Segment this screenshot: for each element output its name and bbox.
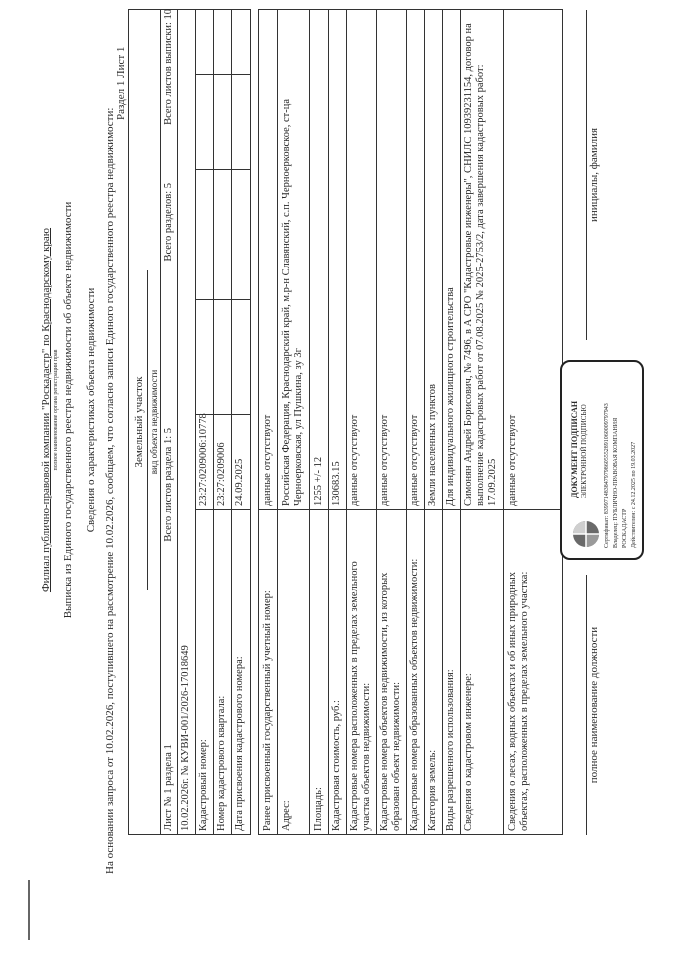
sheets-section: Всего листов раздела 1: 5 (163, 428, 174, 542)
natural-objects-label-1: Сведения о лесах, водных объектах и об иных природных (507, 571, 518, 831)
source-objects-label-1: Кадастровые номера объектов недвижимости, из которых (379, 572, 390, 831)
electronic-signature-stamp (560, 360, 644, 560)
natural-objects-value: данные отсутствуют (507, 414, 518, 506)
sheet-label: Лист № 1 раздела 1 (163, 744, 174, 831)
engineer-value-line2: выполнение кадастровых работ от 07.08.2025 № 2025-2753/2, дата завершения кадастровых работ: (475, 64, 486, 506)
address-value-line1: Российская Федерация, Краснодарский край, м.р-н Славянский, с.п. Черноерковское, ст-ца (281, 98, 292, 506)
permitted-use-label: Виды разрешенного использования: (445, 669, 456, 831)
address-label: Адрес: (281, 800, 292, 831)
name-line (586, 10, 587, 340)
address-value-line2: Черноерковская, ул Пушкина, зу 3г (293, 348, 304, 506)
engineer-value-line3: 17.09.2025 (487, 458, 498, 506)
engineer-value-line1: Симонян Андрей Борисович, № 7496, в А СРО "Кадастровые инженеры", СНИЛС 10939231154, договор на (463, 23, 474, 506)
stamp-title: ДОКУМЕНТ ПОДПИСАН (570, 400, 579, 498)
position-line (586, 575, 587, 835)
name-caption: инициалы, фамилия (588, 127, 600, 223)
object-type-caption: вид объекта недвижимости (149, 369, 159, 475)
stamp-certificate: Сертификат: 8399714838479798605552891060009797943 (604, 403, 610, 548)
area-value: 1255 +/- 12 (313, 456, 324, 506)
land-category-label: Категория земель: (427, 749, 438, 831)
position-caption: полное наименование должности (588, 626, 600, 784)
contained-objects-value: данные отсутствуют (349, 414, 360, 506)
section-label: Раздел 1 Лист 1 (115, 46, 127, 120)
organization-name: Филиал публично-правовой компании "Роскадастр" по Краснодарскому краю (40, 227, 52, 593)
natural-objects-label-2: объектах, расположенных в пределах земельного участка: (519, 571, 530, 831)
previous-number-label: Ранее присвоенный государственный учетный номер: (262, 590, 273, 831)
cadastral-number-label: Кадастровый номер: (198, 739, 209, 831)
sections-total: Всего разделов: 5 (163, 183, 174, 262)
assignment-date-value: 24.09.2025 (234, 458, 245, 506)
cadastral-quarter-label: Номер кадастрового квартала: (216, 695, 227, 831)
formed-objects-label: Кадастровые номера образованных объектов недвижимости: (409, 558, 420, 831)
assignment-date-label: Дата присвоения кадастрового номера: (234, 656, 245, 831)
stamp-validity: Действителен: с 24.12.2025 по 19.03.2027 (631, 441, 637, 548)
stamp-owner-org: РОСКАДАСТР (622, 508, 628, 548)
organization-caption: полное наименование органа регистрации прав (53, 349, 59, 471)
cadastral-value-value: 130683.15 (331, 461, 342, 506)
stamp-owner: Владелец: ПУБЛИЧНО-ПРАВОВАЯ КОМПАНИЯ (613, 417, 619, 548)
document-title: Выписка из Единого государственного реестра недвижимости об объекте недвижимости (62, 201, 74, 619)
document-subtitle: Сведения о характеристиках объекта недвижимости (85, 287, 97, 533)
contained-objects-label-1: Кадастровые номера расположенных в пределах земельного (349, 561, 360, 831)
area-label: Площадь: (313, 787, 324, 831)
sheets-total: Всего листов выписки: 10 (163, 9, 174, 125)
engineer-label: Сведения о кадастровом инженере: (463, 673, 474, 831)
cadastral-value-label: Кадастровая стоимость, руб.: (331, 700, 342, 831)
cadastral-quarter-value: 23:27:0209006 (216, 442, 227, 506)
object-type-line (147, 270, 148, 590)
object-type: Земельный участок (133, 376, 145, 468)
contained-objects-label-2: участка объектов недвижимости: (361, 682, 372, 831)
land-category-value: Земли населенных пунктов (427, 384, 438, 506)
extract-number: 10.02.2026г. № КУВИ-001/2026-17018649 (180, 645, 191, 831)
formed-objects-value: данные отсутствуют (409, 414, 420, 506)
stamp-subtitle: ЭЛЕКТРОННОЙ ПОДПИСЬЮ (580, 404, 588, 498)
source-objects-label-2: образован объект недвижимости: (391, 681, 402, 831)
previous-number-value: данные отсутствуют (262, 414, 273, 506)
roskadastr-logo-icon (572, 520, 600, 548)
cadastral-number-value: 23:27:0209006:10778 (198, 413, 209, 506)
permitted-use-value: Для индивидуального жилищного строительства (445, 287, 456, 506)
request-basis: На основании запроса от 10.02.2026, поступившего на рассмотрение 10.02.2026, сообщаем, что согласно записи Единого государственного реестра недвижимости: (104, 107, 116, 874)
source-objects-value: данные отсутствуют (379, 414, 390, 506)
